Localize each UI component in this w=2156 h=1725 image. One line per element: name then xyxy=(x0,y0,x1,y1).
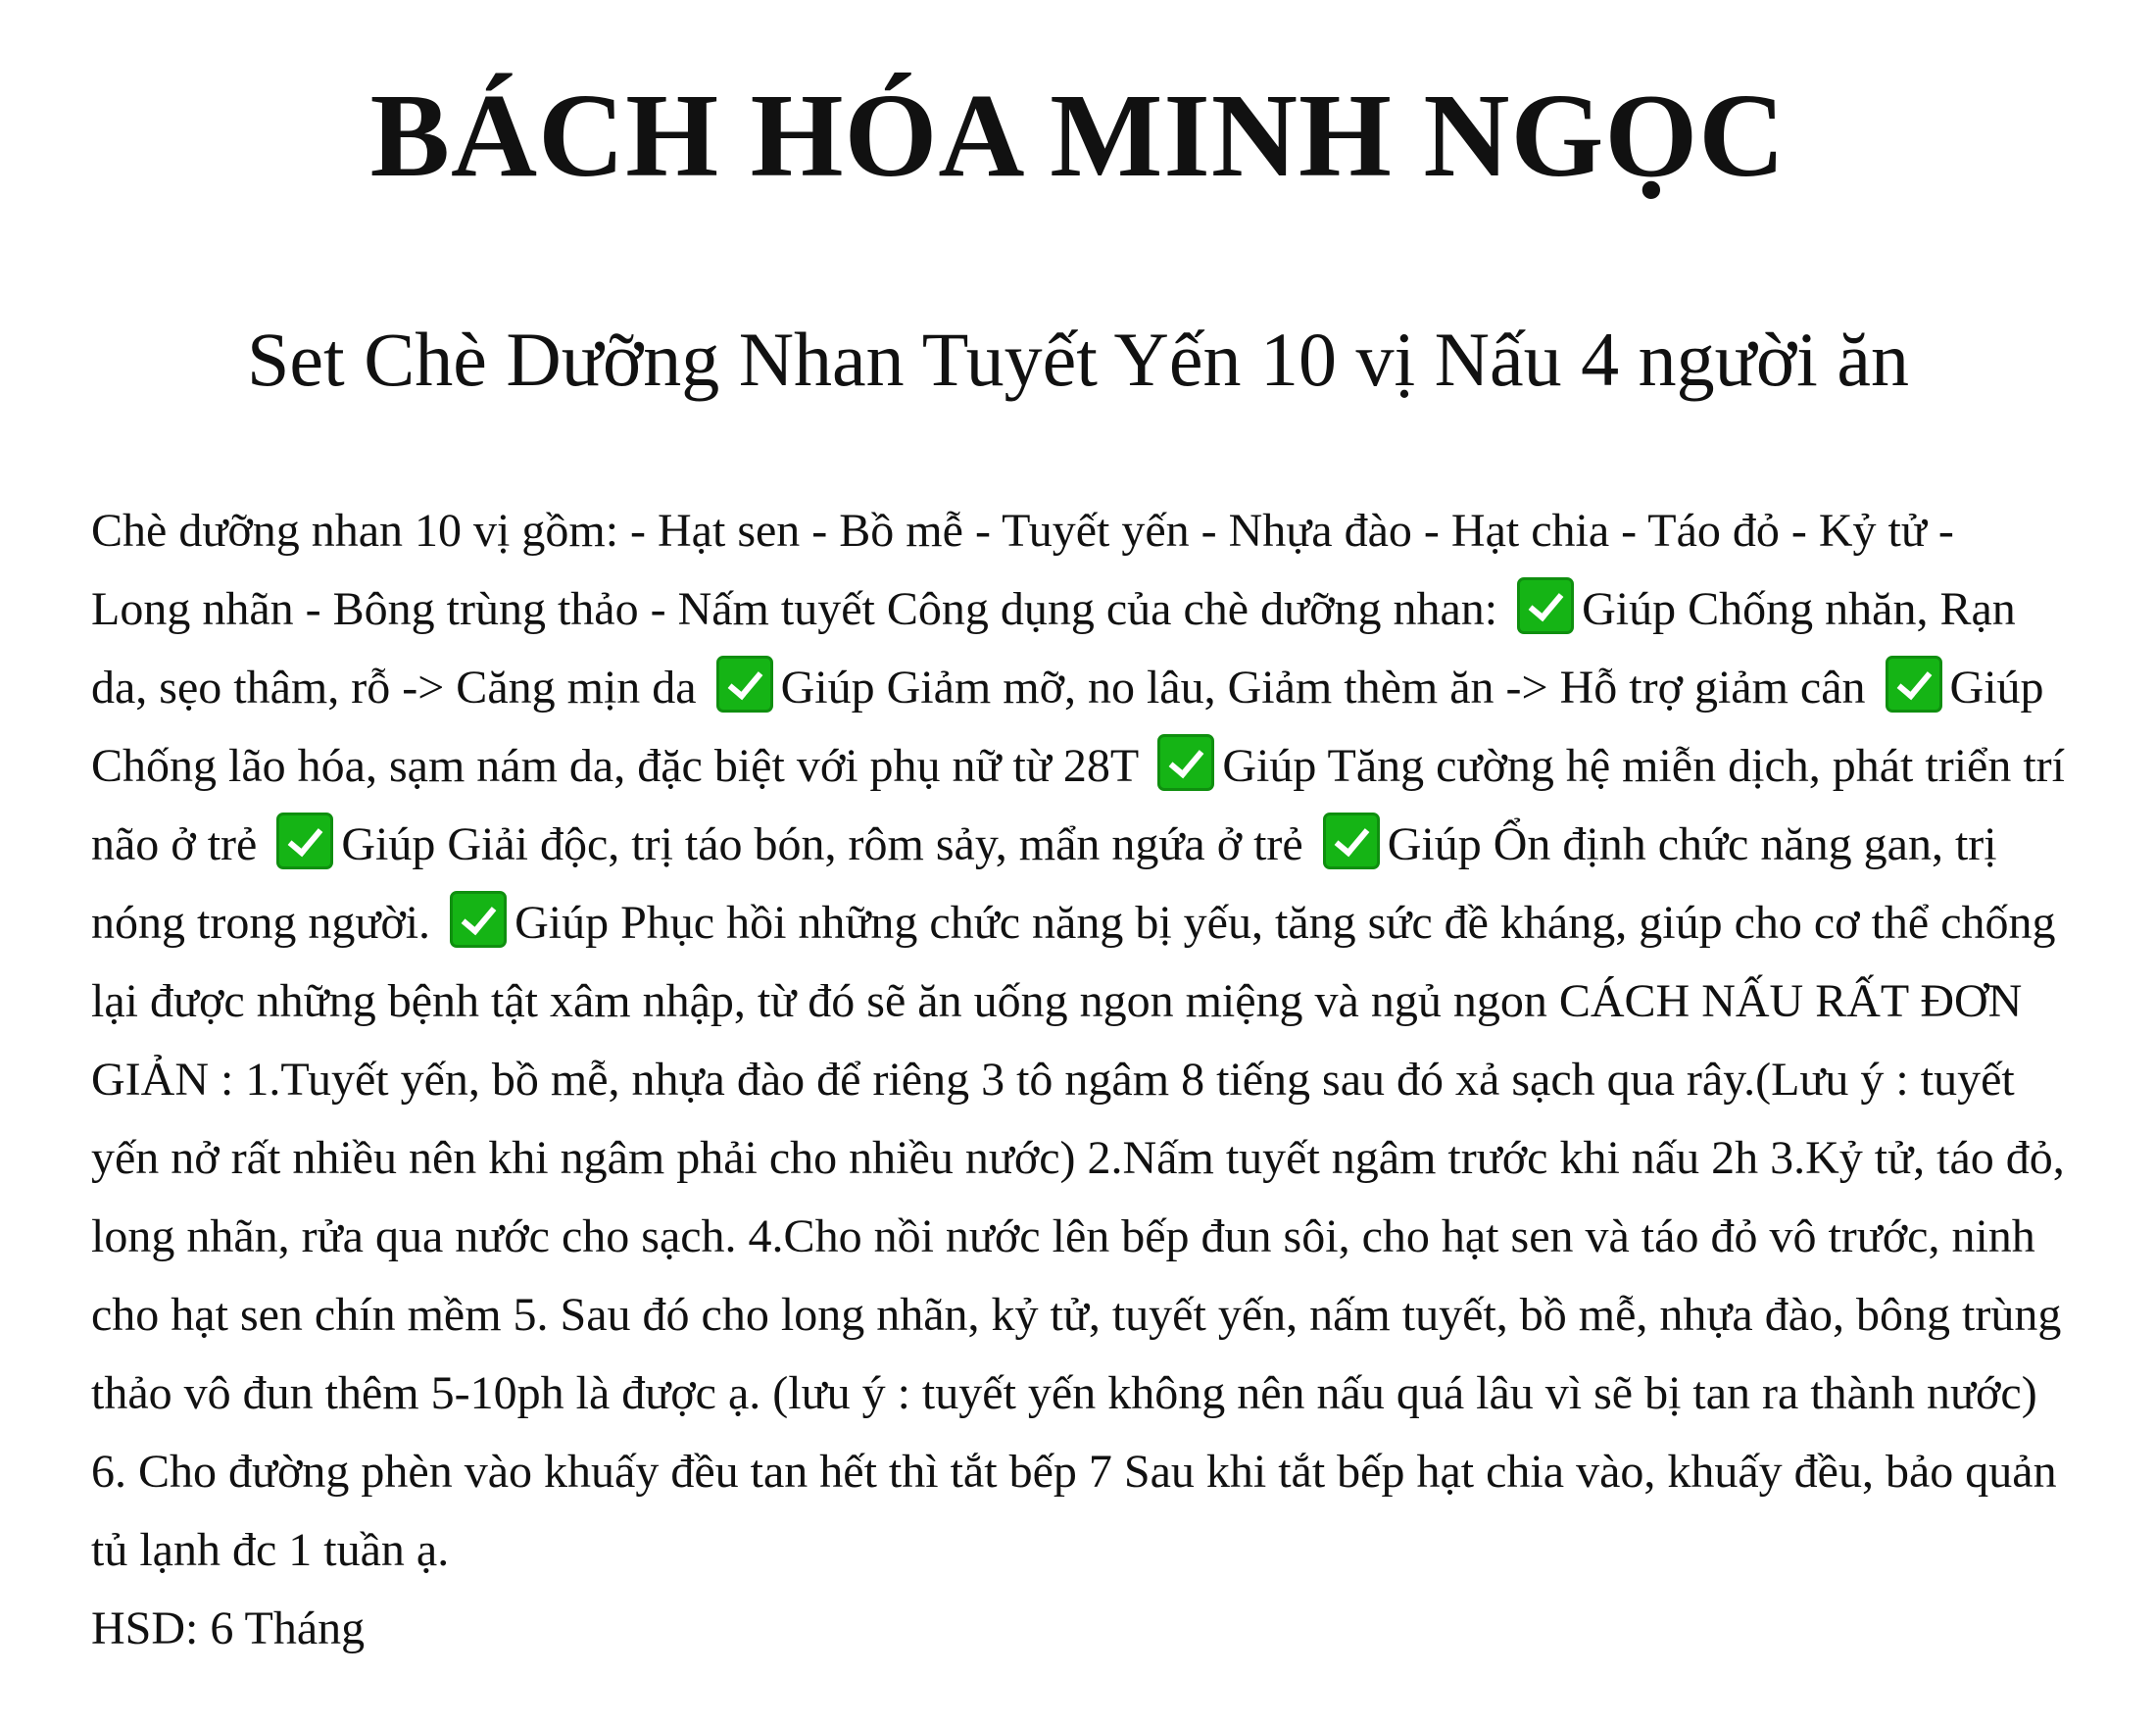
check-mark-icon xyxy=(1517,577,1574,634)
benefit-item: Giúp Chống nhăn, Rạn da, sẹo thâm, rỗ -> Căng mịn da xyxy=(91,582,2016,714)
benefit-item: Giúp Chống lão hóa, sạm nám da, đặc biệt với phụ nữ từ 28T xyxy=(91,661,2044,792)
product-description xyxy=(91,492,2065,1590)
check-mark-icon xyxy=(1886,656,1942,713)
benefit-item: Giúp Ổn định chức năng gan, trị nóng trong người. xyxy=(91,817,1997,949)
benefit-item: Giúp Giảm mỡ, no lâu, Giảm thèm ăn -> Hỗ trợ giảm cân xyxy=(780,661,1866,714)
expiry-info: HSD: 6 Tháng xyxy=(91,1602,366,1654)
benefit-item: Giúp Phục hồi những chức năng bị yếu, tăng sức đề kháng, giúp cho cơ thể chống lại được những bệnh tật xâm nhập, từ đó sẽ ăn uống ngon miệng và ngủ ngon CÁCH NẤU RẤT ĐƠN GIẢN : 1.Tuyết yến, bồ mễ, nhựa đào để riêng 3 tô ngâm 8 tiếng sau đó xả sạch qua rây.(Lưu ý : tuyết yến nở rất nhiều nên khi ngâm phải cho nhiều nước) 2.Nấm tuyết ngâm trước khi nấu 2h 3.Kỷ tử, táo đỏ, long nhãn, rửa qua nước cho sạch. 4.Cho nồi nước lên bếp đun sôi, cho hạt sen và táo đỏ vô trước, ninh cho hạt sen chín mềm 5. Sau đó cho long nhãn, kỷ tử, tuyết yến, nấm tuyết, bồ mễ, nhựa đào, bông trùng thảo vô đun thêm 5-10ph là được ạ. (lưu ý : tuyết yến không nên nấu quá lâu vì sẽ bị tan ra thành nước) 6. Cho đường phèn vào khuấy đều tan hết thì tắt bếp 7 Sau khi tắt bếp hạt chia vào, khuấy đều, bảo quản tủ lạnh đc 1 tuần ạ. xyxy=(91,896,2065,1576)
check-mark-icon xyxy=(276,813,333,869)
benefit-item: Giúp Tăng cường hệ miễn dịch, phát triển trí não ở trẻ xyxy=(91,739,2065,870)
check-mark-icon xyxy=(716,656,773,713)
benefit-item: Giúp Giải độc, trị táo bón, rôm sảy, mẩn ngứa ở trẻ xyxy=(341,817,1303,870)
check-mark-icon xyxy=(1323,813,1380,869)
product-title: Set Chè Dưỡng Nhan Tuyết Yến 10 vị Nấu 4 người ăn xyxy=(247,317,1909,403)
check-mark-icon xyxy=(450,891,507,948)
description-intro: Chè dưỡng nhan 10 vị gồm: - Hạt sen - Bồ mễ - Tuyết yến - Nhựa đào - Hạt chia - Táo đỏ - Kỷ tử - Long nhãn - Bông trùng thảo - Nấm tuyết Công dụng của chè dưỡng nhan: xyxy=(91,504,1954,635)
check-mark-icon xyxy=(1157,734,1214,791)
store-title: BÁCH HÓA MINH NGỌC xyxy=(369,70,1787,202)
